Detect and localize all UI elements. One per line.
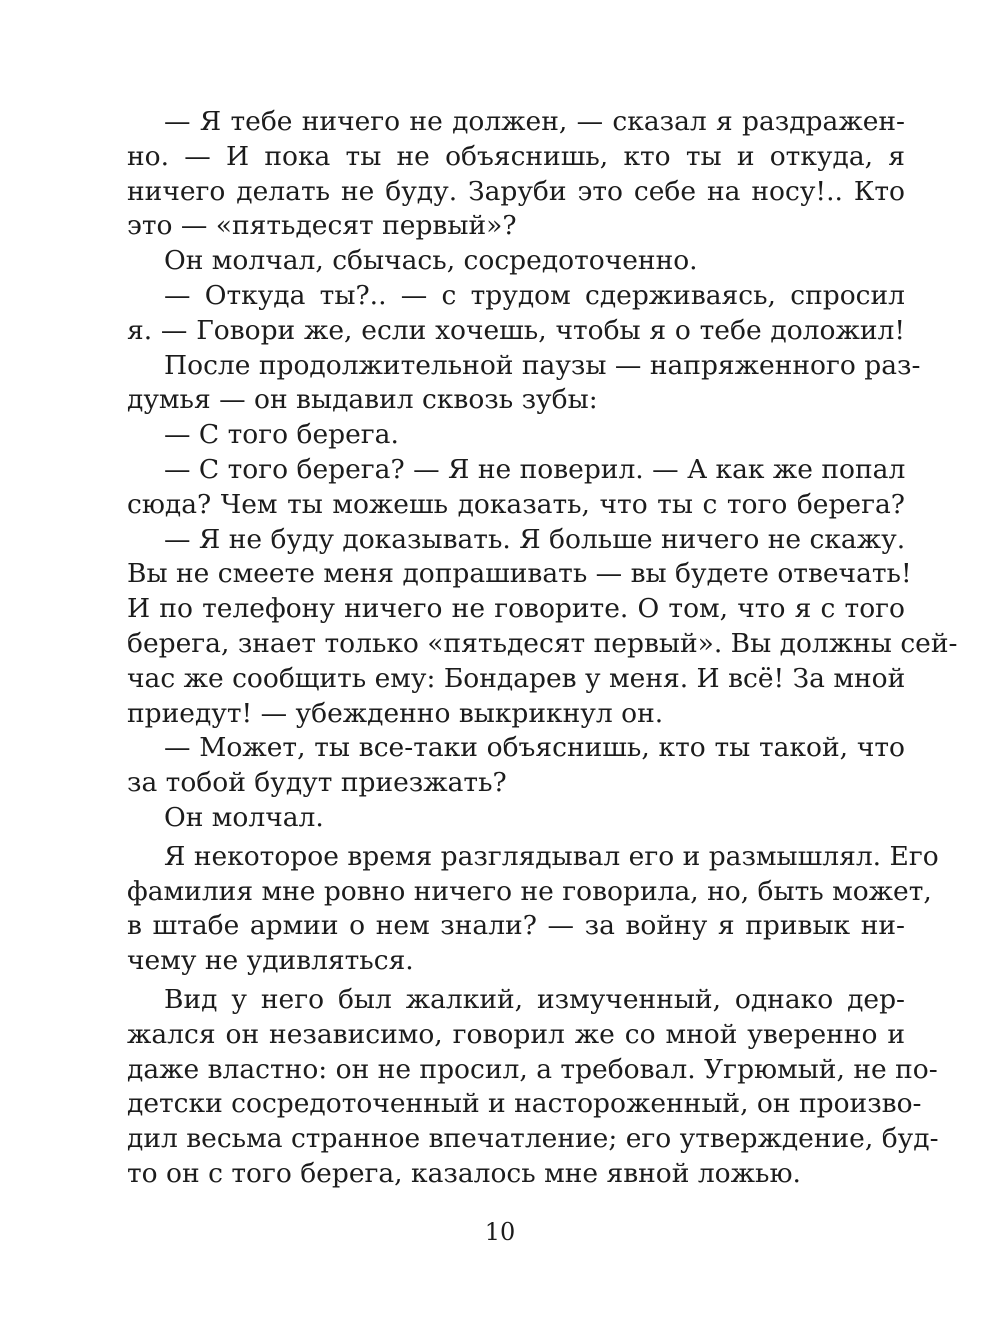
text-line: — Откуда ты?.. — с трудом сдерживаясь, спросил [164,279,905,311]
text-line: даже властно: он не просил, а требовал. Угрюмый, не по- [127,1053,938,1085]
text-line: думья — он выдавил сквозь зубы: [127,384,598,416]
text-line: детски сосредоточенный и настороженный, он произво- [127,1088,922,1120]
text-line: фамилия мне ровно ничего не говорила, но, быть может, [127,875,932,907]
text-line: — С того берега. [164,419,399,451]
text-line: ничего делать не буду. Заруби это себе на носу!.. Кто [127,175,905,207]
text-line: за тобой будут приезжать? [127,767,507,799]
text-line: в штабе армии о нем знали? — за войну я привык ни- [127,910,905,942]
text-line: это — «пятьдесят первый»? [127,210,517,242]
text-line: то он с того берега, казалось мне явной ложью. [127,1157,801,1189]
text-line: Вид у него был жалкий, измученный, однако дер- [164,983,905,1015]
text-line: — Может, ты все-таки объяснишь, кто ты такой, что [164,732,905,764]
text-line: жался он независимо, говорил же со мной уверенно и [127,1018,905,1050]
text-line: Он молчал. [164,801,324,833]
text-line: Вы не смеете меня допрашивать — вы будете отвечать! [127,558,912,590]
text-line: чему не удивляться. [127,945,414,977]
text-line: берега, знает только «пятьдесят первый». Вы должны сей- [127,627,958,659]
text-line: — Я тебе ничего не должен, — сказал я раздражен- [164,106,905,137]
text-line: — С того берега? — Я не поверил. — А как же попал [164,453,906,485]
text-line: но. — И пока ты не объяснишь, кто ты и откуда, я [127,140,905,172]
text-line: дил весьма странное впечатление; его утверждение, буд- [127,1123,939,1155]
text-line: приедут! — убежденно выкрикнул он. [127,697,664,729]
text-line: После продолжительной паузы — напряженного раз- [164,349,921,381]
text-line: И по телефону ничего не говорите. О том, что я с того [127,593,905,625]
text-line: час же сообщить ему: Бондарев у меня. И всё! За мной [127,662,906,694]
page-number: 10 [484,1218,516,1246]
text-line: я. — Говори же, если хочешь, чтобы я о тебе доложил! [127,314,905,346]
text-line: сюда? Чем ты можешь доказать, что ты с того берега? [127,488,905,520]
body-text [127,105,958,1192]
text-line: — Я не буду доказывать. Я больше ничего не скажу. [164,523,906,555]
text-line: Я некоторое время разглядывал его и размышлял. Его [164,840,939,872]
text-line: Он молчал, сбычась, сосредоточенно. [164,245,698,277]
